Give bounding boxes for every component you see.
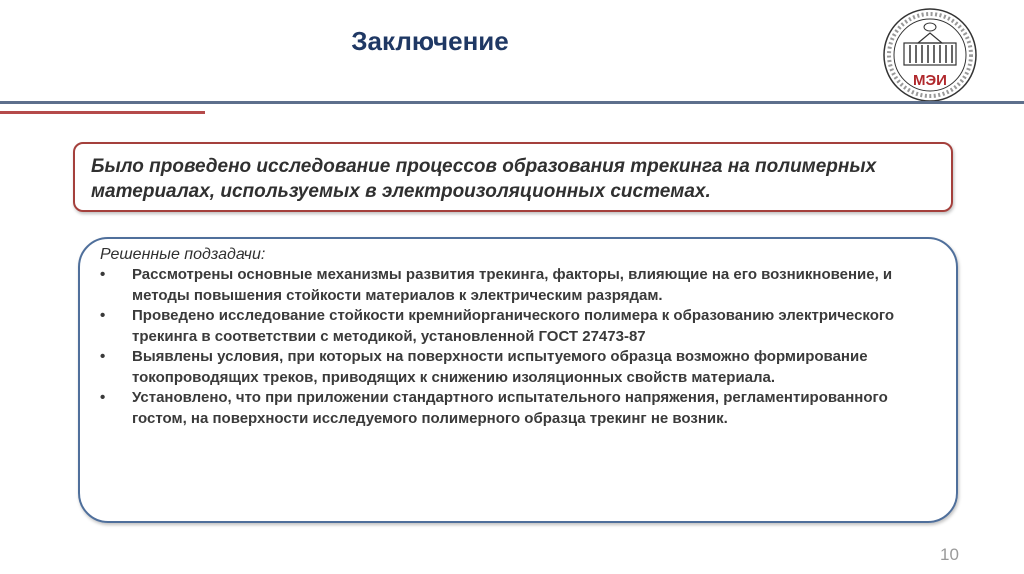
bullet-icon: •	[100, 348, 106, 365]
list-item	[100, 306, 936, 347]
list-item-text: Выявлены условия, при которых на поверхности испытуемого образца возможно формирование токопроводящих треков, приводящих к снижению изоляционных свойств материала.	[132, 348, 868, 386]
list-item	[100, 388, 936, 429]
header-rule-blue	[0, 101, 1024, 104]
bullet-icon: •	[100, 389, 106, 406]
conclusion-summary-text: Было проведено исследование процессов образования трекинга на полимерных материалах, используемых в электроизоляционных системах.	[91, 156, 877, 202]
conclusion-summary-box	[73, 142, 953, 212]
list-item	[100, 265, 936, 306]
subtask-list	[100, 265, 936, 429]
list-item-text: Установлено, что при приложении стандартного испытательного напряжения, регламентированного гостом, на поверхности исследуемого полимерного образца трекинг не возник.	[132, 389, 888, 427]
bullet-icon: •	[100, 307, 106, 324]
bullet-icon: •	[100, 266, 106, 283]
page-number: 10	[940, 545, 959, 564]
list-item	[100, 347, 936, 388]
list-item-text: Проведено исследование стойкости кремнийорганического полимера к образованию электрического трекинга в соответствии с методикой, установленной ГОСТ 27473-87	[132, 307, 895, 345]
university-logo	[880, 5, 980, 105]
slide-title: Заключение	[351, 26, 509, 56]
svg-text:МЭИ: МЭИ	[913, 72, 947, 89]
solved-subtasks-box	[78, 237, 958, 523]
header-rule-red	[0, 111, 205, 114]
list-item-text: Рассмотрены основные механизмы развития трекинга, факторы, влияющие на его возникновение, и методы повышения стойкости материалов к электрическим разрядам.	[132, 266, 893, 304]
subtasks-heading: Решенные подзадачи:	[100, 246, 266, 263]
